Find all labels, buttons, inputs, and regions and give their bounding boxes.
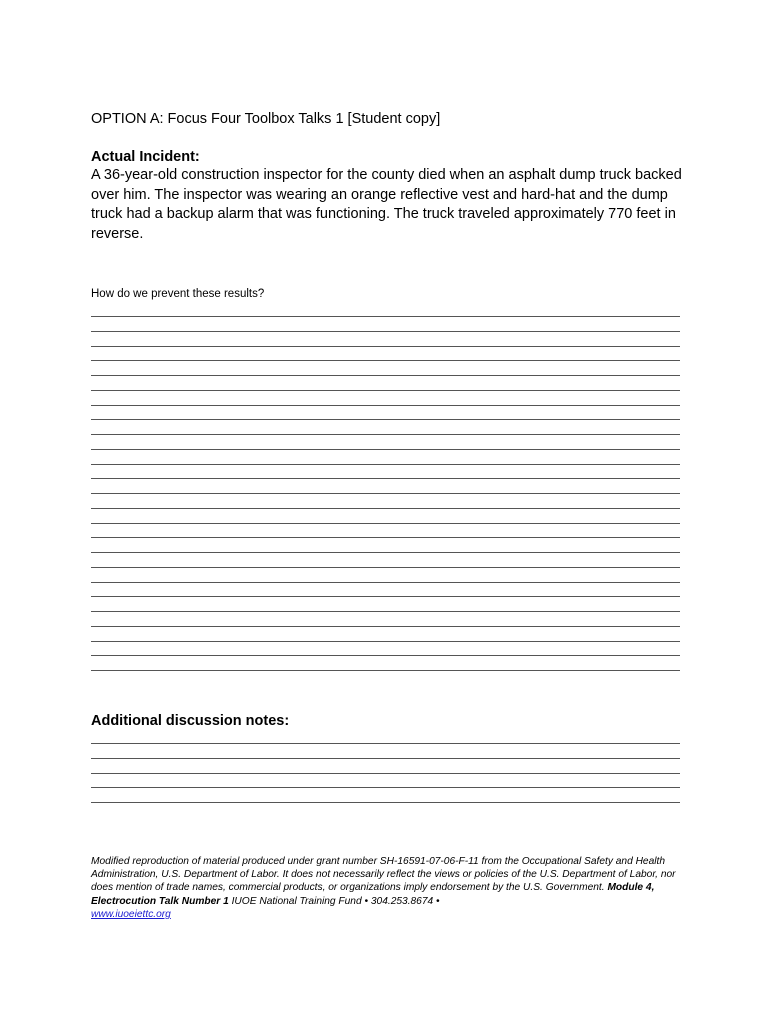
answer-lines bbox=[91, 316, 680, 685]
notes-lines bbox=[91, 743, 680, 817]
blank-writing-line bbox=[91, 552, 680, 553]
incident-text: A 36-year-old construction inspector for the county died when an asphalt dump truck backed over him. The inspector was wearing an orange reflective vest and hard-hat and the dump truck had a backup alarm that was functioning. The truck traveled approximately 770 feet in reverse. bbox=[91, 167, 682, 242]
blank-writing-line bbox=[91, 655, 680, 656]
blank-writing-line bbox=[91, 626, 680, 627]
blank-writing-line bbox=[91, 390, 680, 391]
blank-writing-line bbox=[91, 582, 680, 583]
question-prompt: How do we prevent these results? bbox=[91, 288, 265, 300]
footer-credits bbox=[91, 855, 683, 921]
blank-writing-line bbox=[91, 405, 680, 406]
blank-writing-line bbox=[91, 331, 680, 332]
blank-writing-line bbox=[91, 611, 680, 612]
blank-writing-line bbox=[91, 802, 680, 803]
blank-writing-line bbox=[91, 758, 680, 759]
blank-writing-line bbox=[91, 787, 680, 788]
blank-writing-line bbox=[91, 523, 680, 524]
blank-writing-line bbox=[91, 641, 680, 642]
footer-org: IUOE National Training Fund • 304.253.8674 • bbox=[231, 895, 440, 907]
blank-writing-line bbox=[91, 360, 680, 361]
blank-writing-line bbox=[91, 537, 680, 538]
footer-link[interactable]: www.iuoeiettc.org bbox=[91, 908, 171, 920]
blank-writing-line bbox=[91, 316, 680, 317]
blank-writing-line bbox=[91, 449, 680, 450]
footer-module: Module 4, Electrocution Talk Number 1 bbox=[91, 882, 655, 907]
page-title: OPTION A: Focus Four Toolbox Talks 1 [Student copy] bbox=[91, 111, 441, 127]
blank-writing-line bbox=[91, 508, 680, 509]
blank-writing-line bbox=[91, 493, 680, 494]
blank-writing-line bbox=[91, 419, 680, 420]
blank-writing-line bbox=[91, 434, 680, 435]
blank-writing-line bbox=[91, 567, 680, 568]
blank-writing-line bbox=[91, 773, 680, 774]
notes-heading: Additional discussion notes: bbox=[91, 713, 290, 729]
footer-text: Modified reproduction of material produced under grant number SH-16591-07-06-F-11 from the Occupational Safety and Health Administration, U.S. Department of Labor. It does not necessarily reflect the views or policies of the U.S. Department of Labor, nor does mention of trade names, commercial products, or organizations imply endorsement by the U.S. Government. bbox=[91, 856, 676, 894]
incident-heading: Actual Incident: bbox=[91, 149, 200, 165]
blank-writing-line bbox=[91, 596, 680, 597]
blank-writing-line bbox=[91, 478, 680, 479]
blank-writing-line bbox=[91, 670, 680, 671]
blank-writing-line bbox=[91, 346, 680, 347]
blank-writing-line bbox=[91, 464, 680, 465]
blank-writing-line bbox=[91, 375, 680, 376]
blank-writing-line bbox=[91, 743, 680, 744]
